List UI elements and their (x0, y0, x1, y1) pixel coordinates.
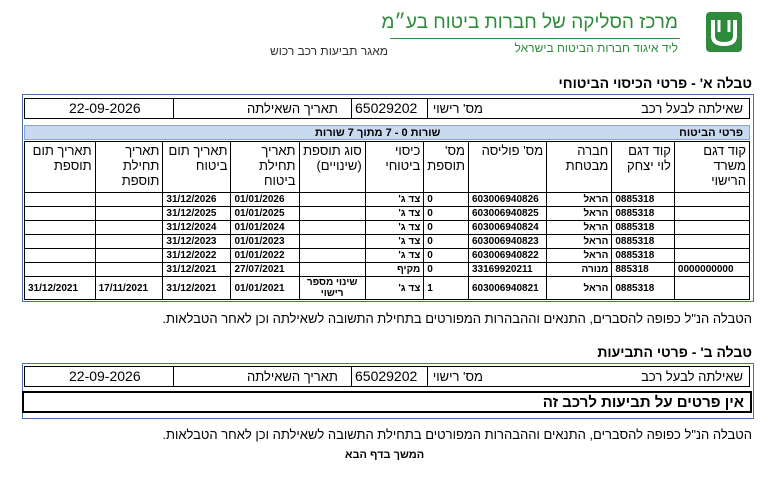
table-cell: 01/01/2025 (231, 207, 299, 221)
table-cell: 603006940825 (468, 207, 546, 221)
table-cell (299, 263, 365, 277)
continued-next-page: המשך בדף הבא (345, 449, 425, 461)
table-cell: 0885318 (612, 235, 675, 249)
table-cell (95, 193, 163, 207)
table-cell: 0 (424, 221, 469, 235)
column-header: תאריך תחילת ביטוח (231, 142, 299, 193)
query-owner-label: שאילתה לבעל רכב (641, 369, 743, 384)
coverage-header-row (25, 142, 750, 193)
table-cell: 31/12/2025 (163, 207, 231, 221)
table-cell: הראל (547, 277, 612, 300)
query-date-value: 22-09-2026 (69, 100, 141, 116)
column-header: תאריך תום ביטוח (163, 142, 231, 193)
cell-divider (427, 367, 428, 386)
table-cell (25, 263, 96, 277)
table-cell: 31/12/2021 (163, 263, 231, 277)
table-cell (95, 207, 163, 221)
table-cell: 01/01/2023 (231, 235, 299, 249)
table-cell: 31/12/2021 (25, 277, 96, 300)
table-cell: הראל (547, 235, 612, 249)
column-header: קוד דגם לוי יצחק (612, 142, 675, 193)
table-cell: 31/12/2024 (163, 221, 231, 235)
column-header: תאריך תום תוספת (25, 142, 96, 193)
table-cell: מקיף (365, 263, 424, 277)
table-cell: 0 (424, 235, 469, 249)
table-cell (299, 235, 365, 249)
column-header: מס' פוליסה (468, 142, 546, 193)
table-cell: צד ג' (365, 235, 424, 249)
insurance-details-label: פרטי הביטוח (679, 127, 743, 139)
table-cell: שינוי מספר רישוי (299, 277, 365, 300)
table-row (25, 277, 750, 300)
table-cell: 0885318 (612, 277, 675, 300)
table-b-query-row (24, 366, 750, 387)
table-cell (25, 193, 96, 207)
column-header: סוג תוספת (שינויים) (299, 142, 365, 193)
query-license-label: מס' רישוי (432, 101, 483, 116)
table-cell: 0 (424, 193, 469, 207)
cell-divider (351, 367, 352, 386)
query-license-value: 65029202 (355, 368, 418, 384)
table-row (25, 221, 750, 235)
table-cell: 0 (424, 263, 469, 277)
column-header: תאריך תחילת תוספת (95, 142, 163, 193)
table-cell: 17/11/2021 (95, 277, 163, 300)
column-header: חברה מבטחת (547, 142, 612, 193)
table-cell (25, 221, 96, 235)
table-cell (674, 207, 749, 221)
table-a-title: טבלה א' - פרטי הכיסוי הביטוחי (558, 75, 752, 91)
table-row (25, 207, 750, 221)
table-cell: 01/01/2026 (231, 193, 299, 207)
cell-divider (427, 99, 428, 118)
table-cell (299, 221, 365, 235)
cell-divider (173, 99, 174, 118)
insurance-details-bar (24, 125, 750, 140)
table-cell: 0 (424, 249, 469, 263)
column-header: מס' תוספת (424, 142, 469, 193)
table-cell: 01/01/2021 (231, 277, 299, 300)
org-subtitle: ליד איגוד חברות הביטוח בישראל (514, 41, 678, 55)
table-cell: מנורה (547, 263, 612, 277)
table-cell: צד ג' (365, 193, 424, 207)
table-cell (674, 193, 749, 207)
table-cell: 31/12/2023 (163, 235, 231, 249)
table-cell: 1 (424, 277, 469, 300)
table-cell: 0000000000 (674, 263, 749, 277)
rows-count-label: שורות 0 - 7 מתוך 7 שורות (315, 127, 441, 139)
table-b-note: הטבלה הנ"ל כפופה להסברים, התנאים וההבהרות המפורטים בתחילת התשובה לשאילתה וכן לאחר הטבלאות. (162, 427, 752, 442)
table-row (25, 235, 750, 249)
org-logo (704, 10, 744, 54)
table-cell: 603006940822 (468, 249, 546, 263)
org-title: מרכז הסליקה של חברות ביטוח בע״מ (381, 12, 678, 33)
query-license-label: מס' רישוי (432, 369, 483, 384)
table-cell: 27/07/2021 (231, 263, 299, 277)
table-cell: הראל (547, 207, 612, 221)
table-cell (95, 221, 163, 235)
table-cell: 0885318 (612, 193, 675, 207)
query-license-value: 65029202 (355, 100, 418, 116)
table-cell (95, 235, 163, 249)
table-cell: צד ג' (365, 207, 424, 221)
table-cell (674, 221, 749, 235)
column-header: קוד דגם משרד הרישוי (674, 142, 749, 193)
database-name: מאגר תביעות רכב רכוש (270, 44, 389, 58)
table-cell: 0885318 (612, 221, 675, 235)
table-cell: 885318 (612, 263, 675, 277)
table-a-note: הטבלה הנ"ל כפופה להסברים, התנאים וההבהרות המפורטים בתחילת התשובה לשאילתה וכן לאחר הטבלאות. (162, 311, 752, 326)
coverage-table (24, 141, 750, 300)
table-cell (25, 249, 96, 263)
table-cell (299, 193, 365, 207)
table-cell: צד ג' (365, 221, 424, 235)
table-cell: 31/12/2021 (163, 277, 231, 300)
table-cell: 33169920211 (468, 263, 546, 277)
table-cell: הראל (547, 221, 612, 235)
column-header: כיסוי ביטוחי (365, 142, 424, 193)
table-cell: 603006940824 (468, 221, 546, 235)
header-divider (390, 38, 680, 39)
table-cell: צד ג' (365, 277, 424, 300)
table-cell: 31/12/2022 (163, 249, 231, 263)
table-cell: הראל (547, 193, 612, 207)
no-claims-message: אין פרטים על תביעות לרכב זה (22, 391, 752, 413)
table-cell: 01/01/2022 (231, 249, 299, 263)
table-cell (25, 235, 96, 249)
table-cell (299, 249, 365, 263)
query-date-label: תאריך השאילתה (247, 369, 338, 384)
table-cell: 0 (424, 207, 469, 221)
table-cell (95, 263, 163, 277)
table-cell (95, 249, 163, 263)
table-cell (674, 249, 749, 263)
table-cell: 0885318 (612, 207, 675, 221)
table-a-query-row (24, 98, 750, 119)
query-date-value: 22-09-2026 (69, 368, 141, 384)
table-cell: 0885318 (612, 249, 675, 263)
table-cell: 603006940826 (468, 193, 546, 207)
table-cell: 31/12/2026 (163, 193, 231, 207)
cell-divider (173, 367, 174, 386)
table-row (25, 193, 750, 207)
table-cell: הראל (547, 249, 612, 263)
table-cell: 603006940823 (468, 235, 546, 249)
table-row (25, 249, 750, 263)
table-cell (674, 277, 749, 300)
table-cell: 603006940821 (468, 277, 546, 300)
coverage-body (25, 193, 750, 300)
table-cell (299, 207, 365, 221)
table-cell: צד ג' (365, 249, 424, 263)
table-cell: 01/01/2024 (231, 221, 299, 235)
cell-divider (351, 99, 352, 118)
table-b-title: טבלה ב' - פרטי התביעות (597, 344, 752, 360)
query-owner-label: שאילתה לבעל רכב (641, 101, 743, 116)
table-cell (25, 207, 96, 221)
org-logo-icon (704, 10, 744, 54)
query-date-label: תאריך השאילתה (247, 101, 338, 116)
table-row (25, 263, 750, 277)
table-cell (674, 235, 749, 249)
